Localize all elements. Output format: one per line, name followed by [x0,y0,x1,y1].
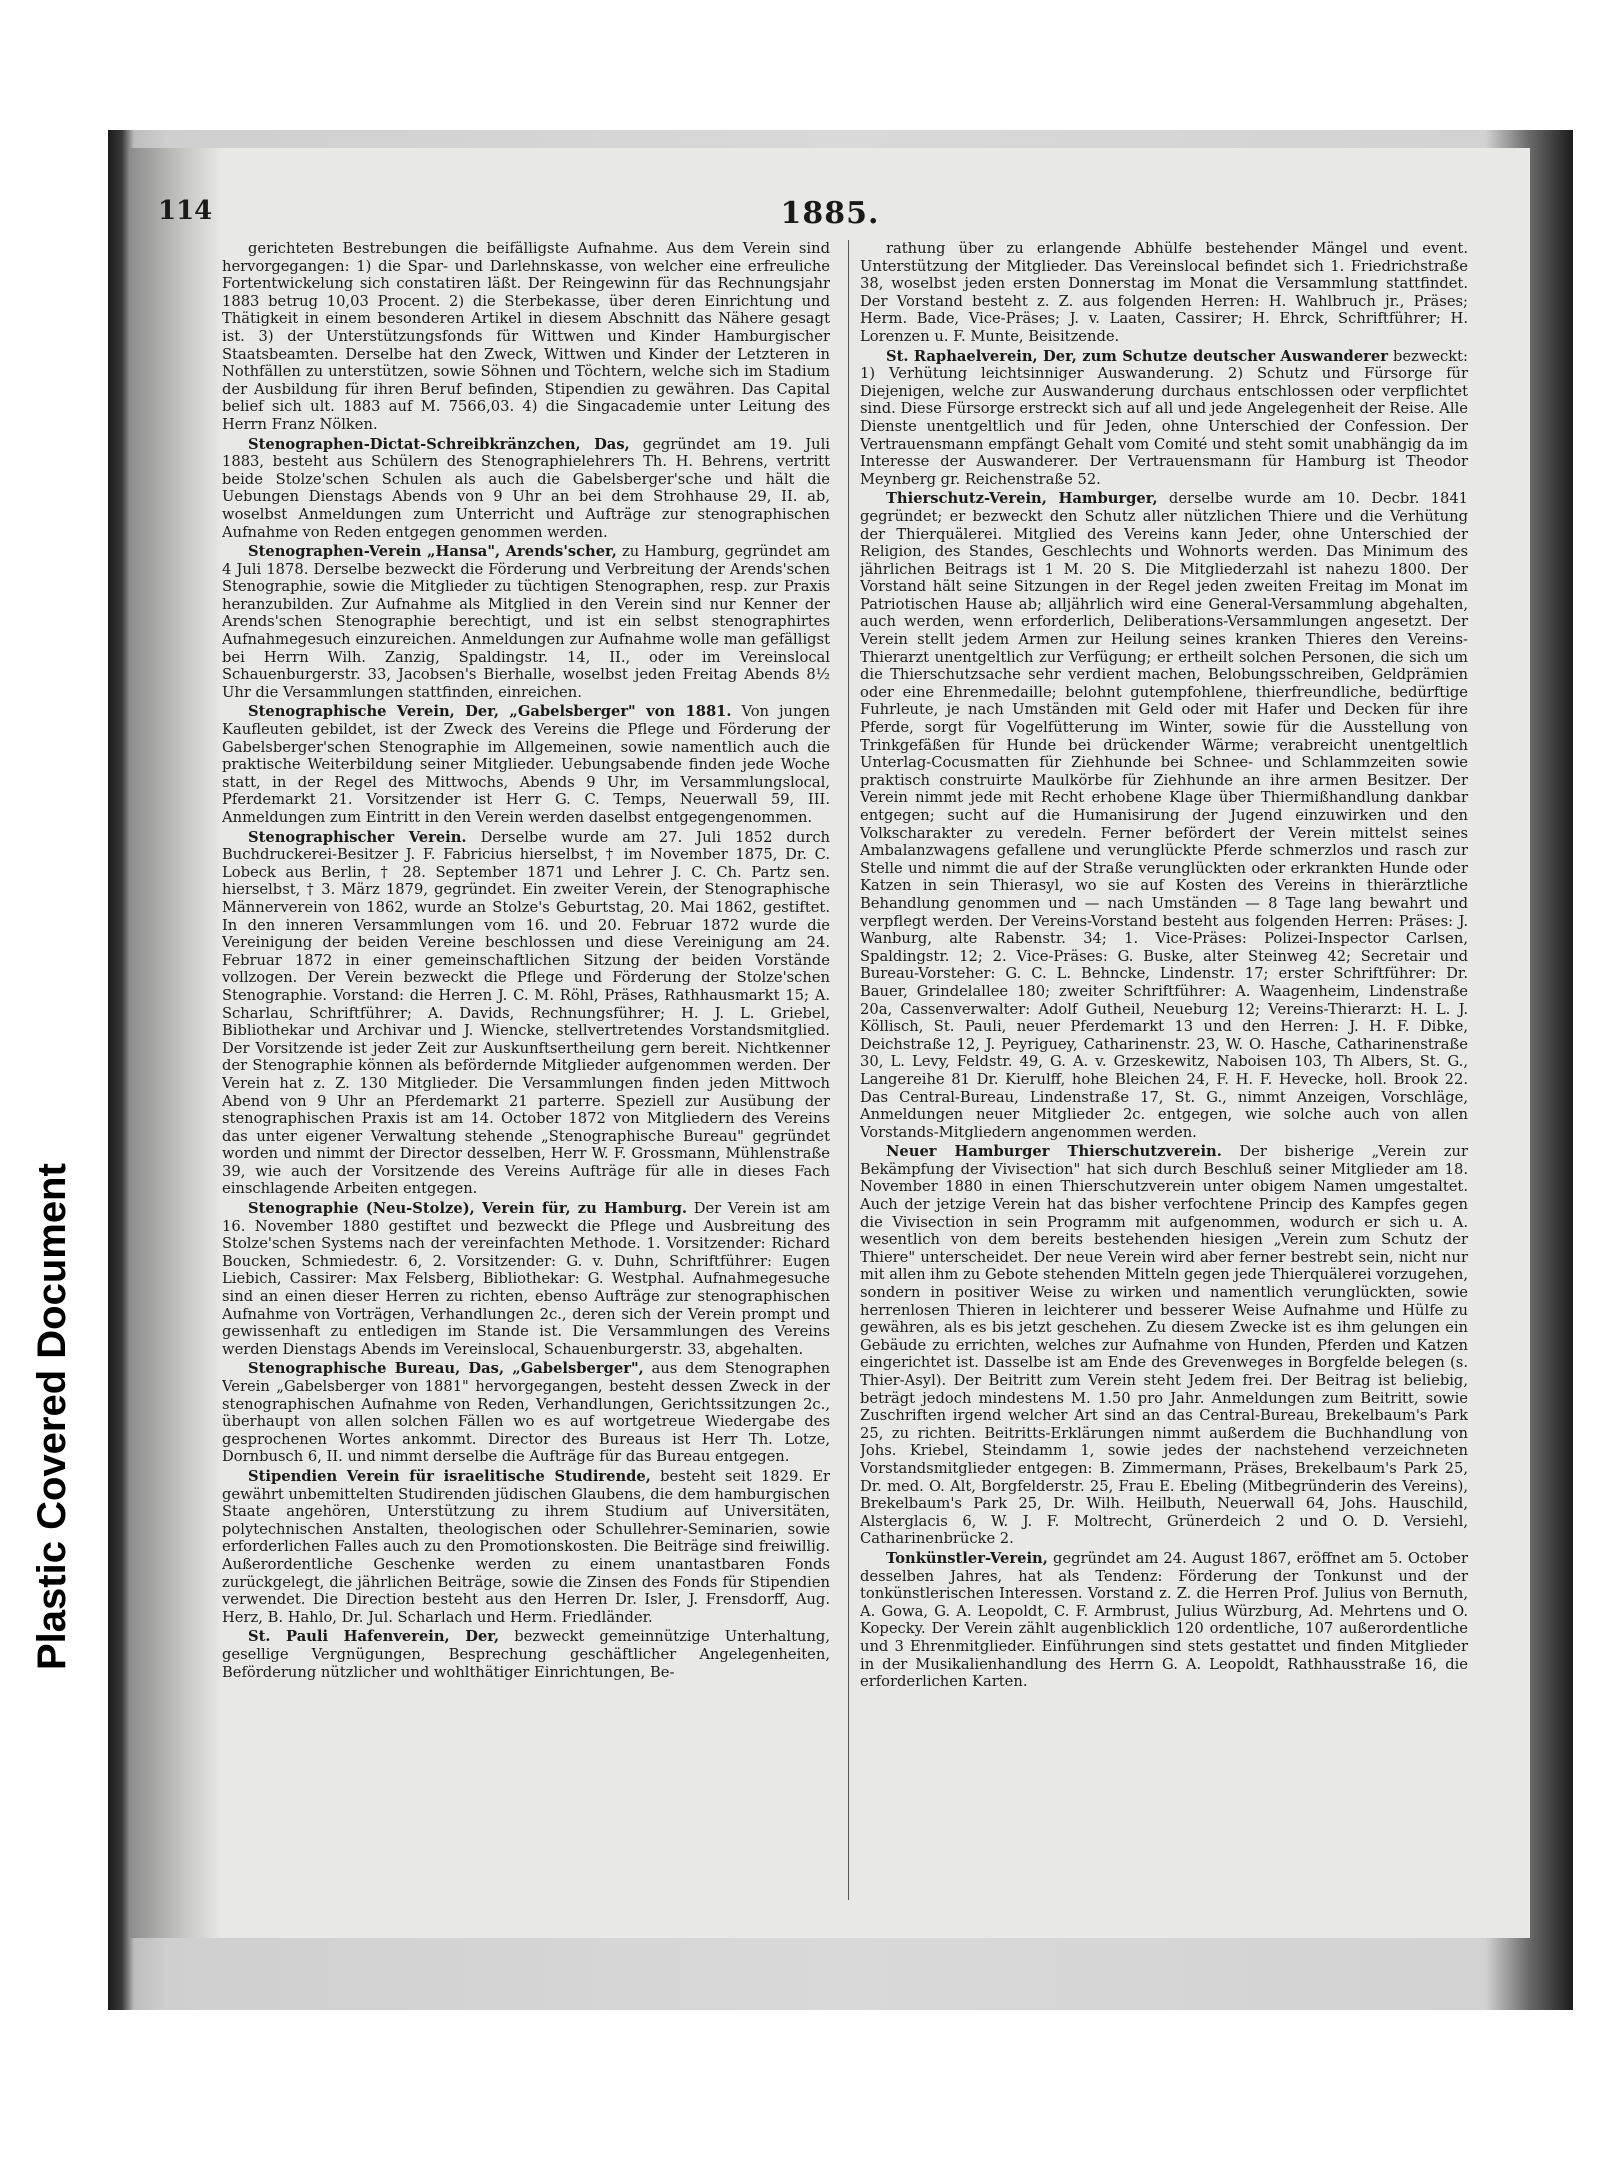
entry-title: St. Pauli Hafenverein, Der, [248,1628,500,1646]
entry-title: Stenographen-Verein „Hansa", Arends'scher, [248,543,617,561]
page-number: 114 [158,196,213,226]
side-label [18,1140,88,1740]
entry [222,240,830,434]
column-divider [848,240,849,1900]
document-page [130,148,1530,1938]
entry-text: zu Hamburg, gegründet am 4 Juli 1878. Derselbe bezweckt die Förderung und Verbreitung der Arends'schen Stenographie, sowie die Mitglieder zu tüchtigen Stenographen, resp. zur Praxis heranzubilden. Zur Aufnahme als Mitglied in den Verein sind nur Kenner der Arends'schen Stenographie berechtigt, und ist ein selbst stenographirtes Aufnahmegesuch einzureichen. Anmeldungen zur Aufnahme wolle man gefälligst bei Herrn Wilh. Zanzig, Spaldingstr. 14, II., oder im Vereinslocal Schauenburgerstr. 33, Jacobsen's Bierhalle, woselbst jeden Freitag Abends 8½ Uhr die Versammlungen stattfinden, einreichen. [222,543,830,701]
entry [860,1143,1468,1548]
entry-title: Neuer Hamburger Thierschutzverein. [886,1143,1222,1161]
running-head [158,196,1502,236]
entry [222,703,830,826]
entry-title: Stenographische Verein, Der, „Gabelsberger" von 1881. [248,703,732,721]
gutter-shadow [130,148,222,1938]
entry [222,1200,830,1358]
entry-text: rathung über zu erlangende Abhülfe bestehender Mängel und event. Unterstützung der Mitglieder. Das Vereinslocal befindet sich 1. Friedrichstraße 38, woselbst jeden ersten Donnerstag im Monat die Versammlung stattfindet. Der Vorstand besteht z. Z. aus folgenden Herren: H. Wahlbruch jr., Präses; Herm. Bade, Vice-Präses; J. v. Laaten, Cassirer; H. Ehrck, Schriftführer; H. Lorenzen u. F. Munte, Beisitzende. [860,240,1468,345]
entry [222,829,830,1198]
entry-title: Stenographie (Neu-Stolze), Verein für, zu Hamburg. [248,1200,687,1218]
entry-text: Der bisherige „Verein zur Bekämpfung der Vivisection" hat sich durch Beschluß seiner Mitglieder am 18. November 1880 in einen Thierschutzverein unter obigem Namen umgestaltet. Auch der jetzige Verein hat das bisher verfochtene Princip des Kampfes gegen die Vivisection in sein Programm mit aufgenommen, wodurch er sich u. A. wesentlich von dem bereits bestehenden hiesigen „Verein zum Schutz der Thiere" unterscheidet. Der neue Verein wird aber ferner bestrebt sein, nicht nur mit allen ihm zu Gebote stehenden Mitteln gegen jede Thierquälerei vorzugehen, sondern in positiver Weise zu wirken und namentlich verunglückten, sowie herrenlosen Thieren in leichterer und besserer Weise Aufnahme und Hülfe zu gewähren, als es bis jetzt geschehen. Zu diesem Zwecke ist es ihm gelungen ein Gebäude zu errichten, welches zur Aufnahme von Hunden, Pferden und Katzen eingerichtet ist. Dasselbe ist am Ende des Grevenweges in Borgfelde belegen (s. Thier-Asyl). Der Beitritt zum Verein steht Jedem frei. Der Beitrag ist beliebig, beträgt jedoch mindestens M. 1.50 pro Jahr. Anmeldungen zum Beitritt, sowie Zuschriften irgend welcher Art sind an das Central-Bureau, Brekelbaum's Park 25, zu richten. Beitritts-Erklärungen nimmt außerdem die Buchhandlung von Johs. Kriebel, Steindamm 1, sowie jedes der nachstehend verzeichneten Vorstandsmitglieder entgegen: B. Zimmermann, Präses, Brekelbaum's Park 25, Dr. med. O. Alt, Borgfelderstr. 25, Frau E. Ebeling (Mitbegründerin des Vereins), Brekelbaum's Park 25, Dr. Wilh. Heilbuth, Neuerwall 64, Johs. Hauschild, Alsterglacis 6, W. J. F. Moltrecht, Grünerdeich 2 und O. D. Versiehl, Catharinenbrücke 2. [860,1143,1468,1548]
entry [860,240,1468,346]
entry-title: Stipendien Verein für israelitische Studirende, [248,1467,651,1485]
page-year: 1885. [780,196,880,231]
entry [860,348,1468,489]
entry-title: St. Raphaelverein, Der, zum Schutze deutscher Auswanderer [886,347,1388,365]
entry-text: gegründet am 24. August 1867, eröffnet am 5. October desselben Jahres, hat als Tendenz: Förderung der Tonkunst und der tonkünstlerischen Interessen. Vorstand z. Z. die Herren Prof. Julius von Bernuth, A. Gowa, G. A. Leopoldt, C. F. Armbrust, Julius Würzburg, Ad. Mehrtens und O. Kopecky. Der Verein zählt augenblicklich 120 ordentliche, 107 außerordentliche und 3 Ehrenmitglieder. Einführungen sind stets gestattet und finden Mitglieder in der Musikalienhandlung des Herrn G. A. Leopoldt, Rathhausstraße 16, die erforderlichen Karten. [860,1549,1468,1691]
entry [222,1360,830,1466]
entry-text: gerichteten Bestrebungen die beifälligste Aufnahme. Aus dem Verein sind hervorgegangen: 1) die Spar- und Darlehnskasse, von welcher eine erfreuliche Fortentwickelung sich constatiren läßt. Der Reingewinn für das Rechnungsjahr 1883 betrug 10,03 Procent. 2) die Sterbekasse, über deren Einrichtung und Thätigkeit in einem besonderen Artikel in diesem Abschnitt das Nähere gesagt ist. 3) der Unterstützungsfonds für Wittwen und Kinder Hamburgischer Staatsbeamten. Derselbe hat den Zweck, Wittwen und Kinder der Letzteren in Nothfällen zu unterstützen, sowie Söhnen und Töchtern, welche sich im Stadium der Ausbildung für ihren Beruf befinden, Stipendien zu gewähren. Das Capital belief sich ult. 1883 auf M. 7566,03. 4) die Singacademie unter Leitung des Herrn Franz Nölken. [222,240,830,433]
right-column [860,240,1468,1900]
entry [860,1550,1468,1691]
entry [222,1628,830,1681]
entry [860,490,1468,1141]
left-column [222,240,830,1900]
entry-text: derselbe wurde am 10. Decbr. 1841 gegründet; er bezweckt den Schutz aller nützlichen Thiere und die Verhütung der Thierquälerei. Mitglied des Vereins kann Jeder, ohne Unterschied der Religion, des Standes, Geschlechts und Wohnorts werden. Das Minimum des jährlichen Beitrags ist 1 M. 20 S. Die Mitgliederzahl ist nahezu 1800. Der Vorstand hält seine Sitzungen in der Regel jeden zweiten Freitag im Monat im Patriotischen Hause ab; alljährlich wird eine General-Versammlung abgehalten, auch werden, wenn erforderlich, Deliberations-Versammlungen angesetzt. Der Verein stellt jedem Armen zur Heilung seines kranken Thieres den Vereins-Thierarzt unentgeltlich zur Verfügung; er ertheilt solchen Personen, die sich um die Thierschutzsache sehr verdient machen, Belobungsschreiben, Geldprämien oder eine Ehrenmedaille; belohnt gutempfohlene, thierfreundliche, bedürftige Fuhrleute, je nach Umständen mit Geld oder mit Hafer und Decken für ihre Pferde, sorgt für Vogelfütterung im Winter, sowie für die Ausstellung von Trinkgefäßen für Hunde bei drückender Wärme; verabreicht unentgeltlich Unterlag-Cocusmatten für Ziehhunde bei Schnee- und Schlammzeiten sowie praktisch construirte Maulkörbe für Ziehhunde an ihre armen Besitzer. Der Verein nimmt jede mit Recht erhobene Klage über Thiermißhandlung dankbar entgegen; sucht auf die Humanisirung der Jugend einzuwirken und den Volkscharakter zu veredeln. Ferner befördert der Verein mittelst seines Ambalanzwagens gefallene und verunglückte Pferde schmerzlos und rasch zur Stelle und nimmt die auf der Straße verunglückten oder erkrankten Hunde oder Katzen in sein Thierasyl, wo sie auf Kosten des Vereins in thierärztliche Behandlung genommen und — nach Umständen — 8 Tage lang bewahrt und verpflegt werden. Der Vereins-Vorstand besteht aus folgenden Herren: Präses: J. Wanburg, alte Rabenstr. 34; 1. Vice-Präses: Polizei-Inspector Carlsen, Spaldingstr. 12; 2. Vice-Präses: G. Buske, alter Steinweg 42; Secretair und Bureau-Vorsteher: G. C. L. Behncke, Lindenstr. 17; erster Schriftführer: Dr. Bauer, Grindelallee 180; zweiter Schriftführer: A. Waagenheim, Lindenstraße 20a, Cassenverwalter: Adolf Gutheil, Neueburg 12; Vereins-Thierarzt: H. L. J. Köllisch, St. Pauli, neuer Pferdemarkt 13 und den Herren: J. H. F. Dibke, Deichstraße 12, J. Peyriguey, Catharinenstr. 23, W. O. Hasche, Catharinenstraße 30, L. Levy, Feldstr. 49, G. A. v. Grzeskewitz, Naboisen 103, Th Albers, St. G., Langereihe 81 Dr. Kierulff, hohe Bleichen 24, F. H. F. Hevecke, holl. Brook 22. Das Central-Bureau, Lindenstraße 17, St. G., nimmt Anzeigen, Vorschläge, Anmeldungen neuer Mitglieder 2c. entgegen, wie solche auch von allen Vorstands-Mitgliedern angenommen werden. [860,490,1468,1141]
entry-text: aus dem Stenographen Verein „Gabelsberger von 1881" hervorgegangen, besteht dessen Zweck in der stenographischen Aufnahme von Reden, Verhandlungen, Gerichtssitzungen 2c., überhaupt von allen solchen Fällen wo es auf wortgetreue Wiedergabe des gesprochenen Wortes ankommt. Director des Bureaus ist Herr Th. Lotze, Dornbusch 6, II. und nimmt derselbe die Aufträge für das Bureau entgegen. [222,1360,830,1466]
entry-text: bezweckt gemeinnützige Unterhaltung, gesellige Vergnügungen, Besprechung geschäftlicher Angelegenheiten, Beförderung nützlicher und wohlthätiger Einrichtungen, Be- [222,1628,830,1681]
entry-text: Derselbe wurde am 27. Juli 1852 durch Buchdruckerei-Besitzer J. F. Fabricius hierselbst, † im November 1875, Dr. C. Lobeck aus Berlin, † 28. September 1871 und Lehrer J. C. Ch. Partz sen. hierselbst, † 3. März 1879, gegründet. Ein zweiter Verein, der Stenographische Männerverein von 1862, wurde an Stolze's Geburtstag, 20. Mai 1862, gestiftet. In den inneren Versammlungen vom 16. und 20. Februar 1872 wurde die Vereinigung der beiden Vereine beschlossen und diese Vereinigung am 24. Februar 1872 in einer gemeinschaftlichen Sitzung der beiden Vorstände vollzogen. Der Verein bezweckt die Pflege und Förderung der Stolze'schen Stenographie. Vorstand: die Herren J. C. M. Röhl, Präses, Rathhausmarkt 15; A. Scharlau, Schriftführer; A. Davids, Rechnungsführer; H. J. L. Griebel, Bibliothekar und Archivar und J. Wiencke, stellvertretendes Vorstandsmitglied. Der Vorsitzende ist jeder Zeit zur Auskunftsertheilung gern bereit. Nichtkenner der Stenographie können als befördernde Mitglieder aufgenommen werden. Der Verein hat z. Z. 130 Mitglieder. Die Versammlungen finden jeden Mittwoch Abend von 9 Uhr an Pferdemarkt 21 parterre. Speziell zur Ausübung der stenographischen Praxis ist am 14. October 1872 von Mitgliedern des Vereins das unter eigener Verwaltung stehende „Stenographische Bureau" gegründet worden und nimmt der Director desselben, Herr W. F. Grossmann, Mühlenstraße 39, wie auch der Vorsitzende des Vereins Aufträge für alle in dieses Fach einschlagende Arbeiten entgegen. [222,828,830,1198]
entry-title: Thierschutz-Verein, Hamburger, [886,490,1158,508]
entry [222,543,830,701]
entry-text: gegründet am 19. Juli 1883, besteht aus Schülern des Stenographielehrers Th. H. Behrens, vertritt beide Stolze'schen Schulen als auch die Gabelsberger'sche und hält die Uebungen Dienstags Abends von 9 Uhr an bei dem Strohhause 29, II. ab, woselbst Anmeldungen zum Unterricht und Aufträge zur stenographischen Aufnahme von Reden entgegen genommen werden. [222,435,830,541]
entry-title: Stenographische Bureau, Das, „Gabelsberger", [248,1360,644,1378]
entry [222,1468,830,1626]
entry-text: Von jungen Kaufleuten gebildet, ist der Zweck des Vereins die Pflege und Förderung der Gabelsberger'schen Stenographie im Allgemeinen, sowie namentlich auch die praktische Weiterbildung seiner Mitglieder. Uebungsabende finden jede Woche statt, in der Regel des Mittwochs, Abends 9 Uhr, im Versammlungslocal, Pferdemarkt 21. Vorsitzender ist Herr G. C. Temps, Neuerwall 59, III. Anmeldungen zum Eintritt in den Verein werden daselbst entgegengenommen. [222,703,830,826]
side-label-text: Plastic Covered Document [30,1163,74,1670]
entry-title: Stenographischer Verein. [248,828,467,846]
entry-title: Stenographen-Dictat-Schreibkränzchen, Das, [248,435,630,453]
entry-text: Der Verein ist am 16. November 1880 gestiftet und bezweckt die Pflege und Ausbreitung des Stolze'schen Systems nach der vereinfachten Methode. 1. Vorsitzender: Richard Boucken, Schmiedestr. 6, 2. Vorsitzender: G. v. Duhn, Schriftführer: Eugen Liebich, Cassirer: Max Felsberg, Bibliothekar: G. Westphal. Aufnahmegesuche sind an einen dieser Herren zu richten, ebenso Aufträge zur stenographischen Aufnahme von Vorträgen, Verhandlungen 2c., deren sich der Verein prompt und gewissenhaft zu entledigen im Stande ist. Die Versammlungen des Vereins werden Dienstags Abends im Vereinslocal, Schauenburgerstr. 33, abgehalten. [222,1200,830,1358]
entry-text: bezweckt: 1) Verhütung leichtsinniger Auswanderung. 2) Schutz und Fürsorge für Diejenigen, welche zur Auswanderung durchaus entschlossen oder verpflichtet sind. Diese Fürsorge erstreckt sich auf all und jede Angelegenheit der Reise. Alle Dienste unentgeltlich und für Jeden, ohne Unterschied der Confession. Der Vertrauensmann empfängt Gehalt vom Comité und steht somit unabhängig da im Interesse der Auswanderer. Der Vertrauensmann für Hamburg ist Theodor Meynberg gr. Reichenstraße 52. [860,347,1468,488]
entry-text: besteht seit 1829. Er gewährt unbemittelten Studirenden jüdischen Glaubens, die dem hamburgischen Staate angehören, Unterstützung zu ihrem Studium auf Universitäten, polytechnischen Anstalten, theologischen oder Schullehrer-Seminarien, sowie erforderlichen Falles auch zu den Promotionskosten. Die Beiträge sind freiwillig. Außerordentliche Geschenke werden zu einem unantastbaren Fonds zurückgelegt, die jährlichen Beiträge, sowie die Zinsen des Fonds für Stipendien verwendet. Die Direction besteht aus den Herren Dr. Isler, J. Frensdorff, Aug. Herz, B. Hahlo, Dr. Jul. Scharlach und Herm. Friedländer. [222,1467,830,1626]
entry-title: Tonkünstler-Verein, [886,1549,1048,1567]
entry [222,436,830,542]
